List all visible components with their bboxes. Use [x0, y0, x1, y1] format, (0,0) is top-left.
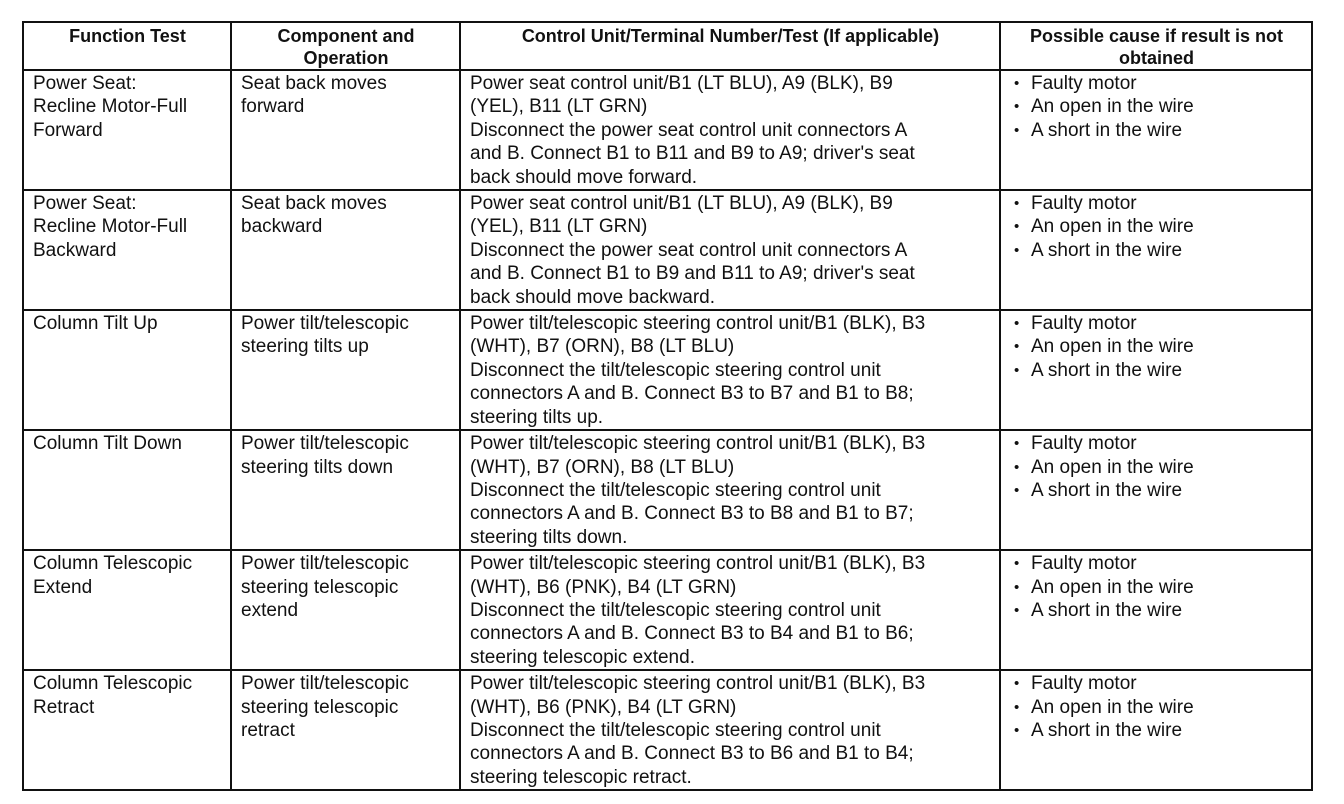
component-operation-line: steering tilts up [241, 336, 369, 358]
possible-cause-cell [1000, 550, 1312, 670]
function-test-line: Recline Motor-Full [33, 216, 188, 238]
control-unit-test-line: steering tilts down. [470, 526, 628, 548]
possible-cause-cell [1000, 70, 1312, 190]
control-unit-test-line: Disconnect the tilt/telescopic steering control unit [470, 719, 881, 741]
possible-cause-cell [1000, 430, 1312, 550]
control-unit-test-line: steering telescopic extend. [470, 646, 695, 668]
control-unit-test-line: Power tilt/telescopic steering control unit/B1 (BLK), B3 [470, 553, 926, 575]
function-test-line: Power Seat: [33, 73, 137, 94]
cause-list [1010, 192, 1303, 262]
cause-list-item: • A short in the wire [1010, 479, 1303, 502]
component-operation-line: Power tilt/telescopic [241, 553, 409, 575]
cause-list-item: • Faulty motor [1010, 192, 1303, 215]
function-test-line: Forward [33, 119, 103, 141]
cause-list [1010, 432, 1303, 502]
function-test-cell [23, 310, 231, 430]
control-unit-test-cell [460, 310, 1000, 430]
function-test-line: Column Telescopic [33, 673, 193, 695]
cause-list [1010, 312, 1303, 382]
component-operation-line: steering telescopic [241, 576, 399, 598]
function-test-cell [23, 70, 231, 190]
header-component-line2: Operation [303, 48, 389, 68]
cause-list-item: • Faulty motor [1010, 312, 1303, 335]
function-test-table [22, 21, 1313, 791]
control-unit-test-line: connectors A and B. Connect B3 to B6 and B1 to B4; [470, 743, 914, 765]
cause-list-item: • An open in the wire [1010, 95, 1303, 118]
control-unit-test-line: Disconnect the tilt/telescopic steering control unit [470, 359, 881, 381]
control-unit-test-line: steering telescopic retract. [470, 766, 692, 788]
table-header-row [23, 22, 1312, 70]
cause-list-item: • A short in the wire [1010, 599, 1303, 622]
header-function-test: Function Test [23, 22, 231, 70]
component-operation-cell [231, 430, 460, 550]
component-operation-line: Seat back moves [241, 73, 387, 94]
component-operation-line: retract [241, 719, 295, 741]
table-row [23, 430, 1312, 550]
function-test-line: Power Seat: [33, 193, 137, 215]
component-operation-cell [231, 670, 460, 790]
cause-list [1010, 552, 1303, 622]
table-row [23, 670, 1312, 790]
component-operation-cell [231, 70, 460, 190]
component-operation-cell [231, 190, 460, 310]
header-cause-line2: obtained [1119, 48, 1194, 68]
possible-cause-cell [1000, 310, 1312, 430]
control-unit-test-line: connectors A and B. Connect B3 to B7 and B1 to B8; [470, 383, 914, 405]
control-unit-test-line: back should move backward. [470, 286, 716, 308]
cause-list-item: • An open in the wire [1010, 456, 1303, 479]
cause-list-item: • Faulty motor [1010, 672, 1303, 695]
table-row [23, 550, 1312, 670]
control-unit-test-line: Power tilt/telescopic steering control unit/B1 (BLK), B3 [470, 433, 926, 455]
component-operation-line: steering tilts down [241, 456, 394, 478]
cause-list-item: • A short in the wire [1010, 719, 1303, 742]
control-unit-test-cell [460, 190, 1000, 310]
function-test-cell [23, 550, 231, 670]
control-unit-test-line: (YEL), B11 (LT GRN) [470, 216, 648, 238]
cause-list [1010, 672, 1303, 742]
table-row [23, 310, 1312, 430]
function-test-cell [23, 190, 231, 310]
control-unit-test-line: Disconnect the tilt/telescopic steering control unit [470, 479, 881, 501]
function-test-line: Column Tilt Down [33, 433, 182, 455]
control-unit-test-line: steering tilts up. [470, 406, 604, 428]
component-operation-cell [231, 310, 460, 430]
cause-list-item: • Faulty motor [1010, 72, 1303, 95]
cause-list-item: • A short in the wire [1010, 119, 1303, 142]
control-unit-test-line: (WHT), B6 (PNK), B4 (LT GRN) [470, 576, 737, 598]
possible-cause-cell [1000, 190, 1312, 310]
header-possible-cause [1000, 22, 1312, 70]
cause-list-item: • An open in the wire [1010, 696, 1303, 719]
cause-list-item: • An open in the wire [1010, 335, 1303, 358]
component-operation-line: forward [241, 96, 305, 118]
header-control-unit: Control Unit/Terminal Number/Test (If applicable) [460, 22, 1000, 70]
function-test-cell [23, 670, 231, 790]
control-unit-test-line: and B. Connect B1 to B9 and B11 to A9; driver's seat [470, 263, 915, 285]
component-operation-line: Power tilt/telescopic [241, 673, 409, 695]
control-unit-test-cell [460, 550, 1000, 670]
control-unit-test-cell [460, 430, 1000, 550]
table-row [23, 190, 1312, 310]
header-component-line1: Component and [277, 26, 415, 46]
control-unit-test-line: (WHT), B6 (PNK), B4 (LT GRN) [470, 696, 737, 718]
control-unit-test-cell [460, 670, 1000, 790]
function-test-line: Extend [33, 576, 93, 598]
component-operation-line: extend [241, 599, 299, 621]
cause-list-item: • A short in the wire [1010, 359, 1303, 382]
control-unit-test-line: and B. Connect B1 to B11 and B9 to A9; driver's seat [470, 143, 915, 165]
control-unit-test-line: (WHT), B7 (ORN), B8 (LT BLU) [470, 456, 735, 478]
function-test-line: Column Telescopic [33, 553, 193, 575]
control-unit-test-line: back should move forward. [470, 166, 698, 188]
control-unit-test-line: Disconnect the power seat control unit connectors A [470, 239, 908, 261]
cause-list-item: • Faulty motor [1010, 552, 1303, 575]
component-operation-line: backward [241, 216, 323, 238]
control-unit-test-line: connectors A and B. Connect B3 to B4 and B1 to B6; [470, 623, 914, 645]
possible-cause-cell [1000, 670, 1312, 790]
control-unit-test-line: Disconnect the tilt/telescopic steering control unit [470, 599, 881, 621]
component-operation-line: Power tilt/telescopic [241, 313, 409, 335]
header-component-operation [231, 22, 460, 70]
cause-list-item: • An open in the wire [1010, 215, 1303, 238]
function-test-line: Recline Motor-Full [33, 96, 188, 118]
function-test-cell [23, 430, 231, 550]
control-unit-test-line: Disconnect the power seat control unit connectors A [470, 119, 908, 141]
control-unit-test-cell [460, 70, 1000, 190]
table-row [23, 70, 1312, 190]
cause-list-item: • Faulty motor [1010, 432, 1303, 455]
cause-list-item: • A short in the wire [1010, 239, 1303, 262]
cause-list [1010, 72, 1303, 142]
component-operation-line: Power tilt/telescopic [241, 433, 409, 455]
control-unit-test-line: Power tilt/telescopic steering control unit/B1 (BLK), B3 [470, 673, 926, 695]
control-unit-test-line: Power seat control unit/B1 (LT BLU), A9 (BLK), B9 [470, 73, 893, 94]
function-test-line: Backward [33, 239, 117, 261]
component-operation-line: Seat back moves [241, 193, 387, 215]
header-cause-line1: Possible cause if result is not [1029, 26, 1284, 46]
control-unit-test-line: (WHT), B7 (ORN), B8 (LT BLU) [470, 336, 735, 358]
cause-list-item: • An open in the wire [1010, 576, 1303, 599]
control-unit-test-line: Power tilt/telescopic steering control unit/B1 (BLK), B3 [470, 313, 926, 335]
control-unit-test-line: Power seat control unit/B1 (LT BLU), A9 (BLK), B9 [470, 193, 893, 215]
component-operation-line: steering telescopic [241, 696, 399, 718]
function-test-line: Retract [33, 696, 95, 718]
function-test-line: Column Tilt Up [33, 313, 158, 335]
control-unit-test-line: (YEL), B11 (LT GRN) [470, 96, 648, 118]
component-operation-cell [231, 550, 460, 670]
control-unit-test-line: connectors A and B. Connect B3 to B8 and B1 to B7; [470, 503, 914, 525]
